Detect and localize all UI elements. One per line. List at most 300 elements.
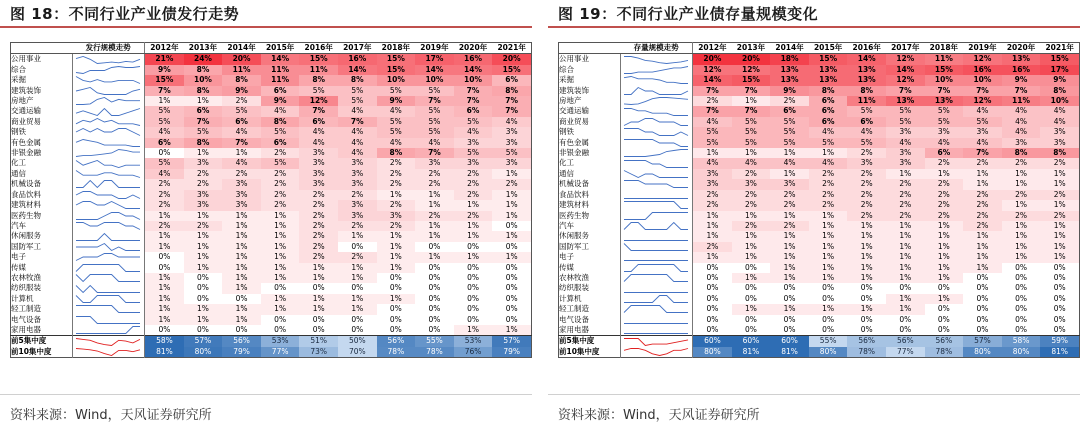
- figure-19: [548, 0, 1080, 430]
- value-cell: 15%: [732, 75, 771, 85]
- sparkline-cell: [620, 127, 692, 137]
- value-cell: 1%: [847, 231, 886, 241]
- value-cell: 0%: [1040, 315, 1079, 325]
- value-cell: 2%: [963, 211, 1002, 221]
- value-cell: 4%: [693, 117, 732, 127]
- sparkline: [73, 273, 143, 283]
- table-row: [11, 315, 532, 325]
- value-cell: 1%: [222, 283, 261, 293]
- value-cell: 0%: [847, 325, 886, 336]
- sparkline: [73, 169, 143, 179]
- value-cell: 1%: [925, 273, 964, 283]
- value-cell: 2%: [222, 96, 261, 106]
- value-cell: 0%: [1002, 315, 1041, 325]
- value-cell: 8%: [184, 138, 223, 148]
- value-cell: 5%: [963, 117, 1002, 127]
- value-cell: 4%: [222, 127, 261, 137]
- value-cell: 1%: [809, 273, 848, 283]
- value-cell: 1%: [261, 252, 300, 262]
- industry-label: 休闲服务: [11, 231, 73, 241]
- source-note: 资料来源：Wind，天风证券研究所: [10, 408, 212, 423]
- table-row: [559, 304, 1080, 314]
- sparkline: [621, 138, 691, 148]
- value-cell: 14%: [693, 75, 732, 85]
- sparkline-cell: [72, 75, 144, 85]
- value-cell: 0%: [770, 294, 809, 304]
- value-cell: 0%: [847, 294, 886, 304]
- sparkline: [73, 127, 143, 137]
- sparkline: [621, 96, 691, 106]
- table-row: [559, 325, 1080, 336]
- concentration-cell: 56%: [847, 336, 886, 347]
- value-cell: 1%: [261, 273, 300, 283]
- value-cell: 16%: [1002, 65, 1041, 75]
- value-cell: 20%: [693, 54, 732, 65]
- value-cell: 1%: [770, 211, 809, 221]
- table-row: [11, 96, 532, 106]
- sparkline-path: [76, 285, 140, 292]
- value-cell: 4%: [963, 138, 1002, 148]
- value-cell: 3%: [415, 158, 454, 168]
- value-cell: 4%: [338, 106, 377, 116]
- value-cell: 15%: [809, 54, 848, 65]
- industry-label: 计算机: [11, 294, 73, 304]
- sparkline-path: [76, 306, 140, 313]
- value-cell: 1%: [415, 231, 454, 241]
- sparkline-path: [624, 275, 688, 282]
- value-cell: 1%: [492, 211, 531, 221]
- value-cell: 0%: [963, 315, 1002, 325]
- value-cell: 0%: [377, 325, 416, 336]
- value-cell: 1%: [925, 242, 964, 252]
- value-cell: 1%: [492, 190, 531, 200]
- value-cell: 2%: [454, 190, 493, 200]
- value-cell: 3%: [925, 127, 964, 137]
- table-row: [11, 179, 532, 189]
- sparkline-path: [76, 77, 140, 84]
- value-cell: 3%: [1040, 138, 1079, 148]
- value-cell: 2%: [963, 158, 1002, 168]
- sparkline-path: [76, 223, 140, 230]
- sparkline-cell: [72, 169, 144, 179]
- value-cell: 1%: [925, 169, 964, 179]
- sparkline-cell: [620, 158, 692, 168]
- value-cell: 2%: [1040, 211, 1079, 221]
- value-cell: 1%: [299, 294, 338, 304]
- concentration-cell: 76%: [454, 347, 493, 358]
- value-cell: 17%: [415, 54, 454, 65]
- value-cell: 5%: [145, 106, 184, 116]
- industry-label: 化工: [559, 158, 621, 168]
- table-row: [559, 273, 1080, 283]
- header-blank: [559, 43, 621, 54]
- value-cell: 4%: [1002, 127, 1041, 137]
- sparkline-cell: [72, 211, 144, 221]
- value-cell: 1%: [886, 304, 925, 314]
- value-cell: 1%: [963, 242, 1002, 252]
- concentration-row: [559, 347, 1080, 358]
- sparkline-path: [624, 338, 688, 345]
- value-cell: 3%: [886, 148, 925, 158]
- value-cell: 2%: [184, 169, 223, 179]
- value-cell: 1%: [184, 304, 223, 314]
- industry-label: 轻工制造: [11, 304, 73, 314]
- sparkline: [73, 190, 143, 200]
- value-cell: 1%: [184, 211, 223, 221]
- value-cell: 0%: [415, 283, 454, 293]
- value-cell: 4%: [145, 169, 184, 179]
- value-cell: 2%: [847, 148, 886, 158]
- value-cell: 1%: [732, 273, 771, 283]
- industry-label: 通信: [11, 169, 73, 179]
- value-cell: 7%: [415, 148, 454, 158]
- value-cell: 1%: [732, 231, 771, 241]
- value-cell: 2%: [925, 190, 964, 200]
- value-cell: 1%: [184, 263, 223, 273]
- sparkline-path: [624, 306, 688, 313]
- value-cell: 7%: [732, 106, 771, 116]
- value-cell: 5%: [184, 127, 223, 137]
- industry-label: 公用事业: [11, 54, 73, 65]
- concentration-cell: 80%: [184, 347, 223, 358]
- value-cell: 1%: [338, 273, 377, 283]
- value-cell: 4%: [1040, 117, 1079, 127]
- value-cell: 0%: [732, 294, 771, 304]
- value-cell: 7%: [299, 106, 338, 116]
- header-year: 2020年: [1002, 43, 1041, 54]
- sparkline-path: [624, 108, 688, 115]
- sparkline-path: [76, 56, 140, 63]
- value-cell: 1%: [184, 231, 223, 241]
- industry-label: 采掘: [11, 75, 73, 85]
- sparkline-cell: [72, 158, 144, 168]
- value-cell: 0%: [1002, 325, 1041, 336]
- concentration-cell: 57%: [184, 336, 223, 347]
- industry-label: 纺织服装: [11, 283, 73, 293]
- sparkline-path: [624, 171, 688, 178]
- value-cell: 0%: [492, 294, 531, 304]
- value-cell: 4%: [925, 138, 964, 148]
- value-cell: 0%: [693, 325, 732, 336]
- value-cell: 5%: [145, 158, 184, 168]
- value-cell: 3%: [222, 200, 261, 210]
- value-cell: 0%: [732, 283, 771, 293]
- industry-label: 电气设备: [559, 315, 621, 325]
- industry-label: 电子: [559, 252, 621, 262]
- value-cell: 1%: [377, 263, 416, 273]
- sparkline-cell: [620, 179, 692, 189]
- value-cell: 1%: [145, 294, 184, 304]
- value-cell: 1%: [184, 252, 223, 262]
- value-cell: 10%: [415, 75, 454, 85]
- sparkline-path: [624, 150, 688, 157]
- value-cell: 1%: [847, 252, 886, 262]
- value-cell: 2%: [377, 158, 416, 168]
- sparkline-cell: [620, 231, 692, 241]
- value-cell: 2%: [299, 242, 338, 252]
- sparkline: [621, 294, 691, 304]
- table-row: [11, 65, 532, 75]
- value-cell: 15%: [925, 65, 964, 75]
- value-cell: 2%: [886, 179, 925, 189]
- industry-label: 非银金融: [11, 148, 73, 158]
- value-cell: 14%: [886, 65, 925, 75]
- value-cell: 2%: [299, 190, 338, 200]
- value-cell: 1%: [261, 221, 300, 231]
- industry-label: 综合: [559, 65, 621, 75]
- source-rule: [0, 394, 532, 395]
- value-cell: 1%: [732, 252, 771, 262]
- sparkline: [621, 273, 691, 283]
- sparkline-path: [76, 129, 140, 136]
- sparkline-cell: [72, 54, 144, 65]
- concentration-cell: 60%: [770, 336, 809, 347]
- value-cell: 0%: [184, 325, 223, 336]
- concentration-cell: 81%: [145, 347, 184, 358]
- sparkline: [621, 200, 691, 210]
- value-cell: 1%: [732, 148, 771, 158]
- value-cell: 0%: [454, 304, 493, 314]
- value-cell: 0%: [222, 294, 261, 304]
- industry-label: 家用电器: [11, 325, 73, 336]
- sparkline: [73, 252, 143, 262]
- concentration-cell: 80%: [963, 347, 1002, 358]
- value-cell: 10%: [184, 75, 223, 85]
- value-cell: 12%: [886, 75, 925, 85]
- value-cell: 2%: [145, 221, 184, 231]
- sparkline: [621, 107, 691, 117]
- value-cell: 2%: [847, 190, 886, 200]
- value-cell: 7%: [963, 148, 1002, 158]
- value-cell: 1%: [693, 148, 732, 158]
- value-cell: 4%: [1002, 117, 1041, 127]
- table-row: [11, 158, 532, 168]
- table-row: [11, 117, 532, 127]
- value-cell: 9%: [1040, 75, 1079, 85]
- concentration-cell: 60%: [732, 336, 771, 347]
- sparkline-path: [76, 160, 140, 167]
- sparkline-path: [624, 160, 688, 167]
- value-cell: 0%: [847, 315, 886, 325]
- industry-label: 计算机: [559, 294, 621, 304]
- value-cell: 1%: [454, 252, 493, 262]
- concentration-cell: 56%: [886, 336, 925, 347]
- value-cell: 1%: [1002, 242, 1041, 252]
- value-cell: 2%: [454, 211, 493, 221]
- value-cell: 1%: [925, 263, 964, 273]
- concentration-cell: 80%: [693, 347, 732, 358]
- sparkline: [73, 65, 143, 75]
- value-cell: 5%: [809, 138, 848, 148]
- value-cell: 1%: [1002, 221, 1041, 231]
- sparkline: [621, 65, 691, 75]
- value-cell: 1%: [454, 231, 493, 241]
- value-cell: 9%: [770, 86, 809, 96]
- value-cell: 21%: [145, 54, 184, 65]
- value-cell: 2%: [963, 200, 1002, 210]
- value-cell: 2%: [415, 179, 454, 189]
- sparkline-cell: [620, 75, 692, 85]
- table-row: [11, 86, 532, 96]
- value-cell: 8%: [299, 75, 338, 85]
- industry-label: 传媒: [559, 263, 621, 273]
- value-cell: 1%: [847, 221, 886, 231]
- sparkline: [621, 55, 691, 65]
- sparkline: [621, 179, 691, 189]
- sparkline-cell: [72, 263, 144, 273]
- value-cell: 20%: [222, 54, 261, 65]
- value-cell: 1%: [809, 304, 848, 314]
- sparkline: [73, 55, 143, 65]
- value-cell: 2%: [732, 190, 771, 200]
- table-row: [11, 148, 532, 158]
- value-cell: 1%: [1040, 169, 1079, 179]
- value-cell: 2%: [732, 169, 771, 179]
- value-cell: 4%: [886, 138, 925, 148]
- value-cell: 2%: [1002, 190, 1041, 200]
- value-cell: 1%: [145, 273, 184, 283]
- figure-title: 图 18：不同行业产业债发行走势: [10, 5, 240, 23]
- value-cell: 0%: [770, 315, 809, 325]
- value-cell: 13%: [847, 65, 886, 75]
- table-row: [559, 190, 1080, 200]
- value-cell: 5%: [377, 117, 416, 127]
- header-year: 2014年: [770, 43, 809, 54]
- table-row: [559, 252, 1080, 262]
- value-cell: 1%: [886, 221, 925, 231]
- sparkline-path: [76, 316, 140, 323]
- value-cell: 7%: [415, 96, 454, 106]
- sparkline-cell: [620, 54, 692, 65]
- value-cell: 0%: [145, 148, 184, 158]
- value-cell: 8%: [492, 86, 531, 96]
- sparkline-cell: [620, 65, 692, 75]
- value-cell: 1%: [454, 221, 493, 231]
- table-row: [559, 65, 1080, 75]
- value-cell: 3%: [886, 127, 925, 137]
- value-cell: 6%: [261, 138, 300, 148]
- value-cell: 0%: [963, 325, 1002, 336]
- source-rule: [548, 394, 1080, 395]
- industry-label: 汽车: [559, 221, 621, 231]
- sparkline-cell: [620, 283, 692, 293]
- industry-label: 有色金属: [11, 138, 73, 148]
- value-cell: 1%: [377, 242, 416, 252]
- table-row: [559, 54, 1080, 65]
- value-cell: 2%: [299, 200, 338, 210]
- value-cell: 0%: [492, 304, 531, 314]
- value-cell: 0%: [377, 283, 416, 293]
- industry-label: 农林牧渔: [559, 273, 621, 283]
- sparkline-cell: [620, 138, 692, 148]
- value-cell: 0%: [732, 325, 771, 336]
- value-cell: 1%: [492, 169, 531, 179]
- table-row: [11, 283, 532, 293]
- value-cell: 3%: [454, 158, 493, 168]
- sparkline-path: [76, 171, 140, 178]
- value-cell: 1%: [963, 231, 1002, 241]
- value-cell: 4%: [1002, 106, 1041, 116]
- value-cell: 0%: [693, 304, 732, 314]
- value-cell: 1%: [809, 242, 848, 252]
- value-cell: 1%: [1002, 200, 1041, 210]
- value-cell: 5%: [377, 86, 416, 96]
- value-cell: 3%: [886, 158, 925, 168]
- value-cell: 4%: [847, 127, 886, 137]
- value-cell: 6%: [261, 86, 300, 96]
- source-note: 资料来源：Wind，天风证券研究所: [558, 408, 760, 423]
- value-cell: 3%: [492, 158, 531, 168]
- value-cell: 1%: [222, 252, 261, 262]
- value-cell: 4%: [809, 158, 848, 168]
- sparkline-path: [624, 223, 688, 230]
- value-cell: 2%: [847, 169, 886, 179]
- value-cell: 0%: [1002, 304, 1041, 314]
- industry-label: 采掘: [559, 75, 621, 85]
- table-row: [559, 138, 1080, 148]
- value-cell: 0%: [338, 242, 377, 252]
- value-cell: 6%: [184, 106, 223, 116]
- sparkline-cell: [72, 273, 144, 283]
- header-year: 2014年: [222, 43, 261, 54]
- value-cell: 1%: [693, 211, 732, 221]
- concentration-cell: 78%: [415, 347, 454, 358]
- header-year: 2021年: [1040, 43, 1079, 54]
- value-cell: 0%: [886, 325, 925, 336]
- value-cell: 1%: [261, 294, 300, 304]
- value-cell: 0%: [770, 283, 809, 293]
- industry-label: 家用电器: [559, 325, 621, 336]
- value-cell: 0%: [492, 221, 531, 231]
- sparkline-cell: [72, 190, 144, 200]
- value-cell: 7%: [963, 86, 1002, 96]
- value-cell: 1%: [1002, 252, 1041, 262]
- value-cell: 11%: [261, 65, 300, 75]
- sparkline-cell: [72, 231, 144, 241]
- industry-label: 医药生物: [11, 211, 73, 221]
- value-cell: 0%: [415, 263, 454, 273]
- value-cell: 2%: [261, 179, 300, 189]
- sparkline-cell: [620, 336, 692, 347]
- value-cell: 0%: [454, 273, 493, 283]
- sparkline-path: [624, 139, 688, 146]
- value-cell: 1%: [454, 200, 493, 210]
- value-cell: 3%: [222, 179, 261, 189]
- value-cell: 0%: [377, 315, 416, 325]
- table-row: [11, 211, 532, 221]
- industry-label: 机械设备: [11, 179, 73, 189]
- value-cell: 3%: [847, 158, 886, 168]
- value-cell: 2%: [925, 200, 964, 210]
- sparkline-cell: [72, 148, 144, 158]
- value-cell: 2%: [770, 200, 809, 210]
- sparkline: [621, 232, 691, 242]
- value-cell: 2%: [732, 221, 771, 231]
- value-cell: 5%: [338, 86, 377, 96]
- value-cell: 6%: [492, 75, 531, 85]
- sparkline-path: [76, 264, 140, 271]
- value-cell: 2%: [886, 211, 925, 221]
- value-cell: 3%: [338, 169, 377, 179]
- table-row: [11, 252, 532, 262]
- industry-label: 建筑材料: [559, 200, 621, 210]
- value-cell: 2%: [1002, 158, 1041, 168]
- value-cell: 3%: [492, 138, 531, 148]
- sparkline-path: [624, 98, 688, 105]
- value-cell: 16%: [454, 54, 493, 65]
- sparkline: [73, 200, 143, 210]
- value-cell: 5%: [415, 86, 454, 96]
